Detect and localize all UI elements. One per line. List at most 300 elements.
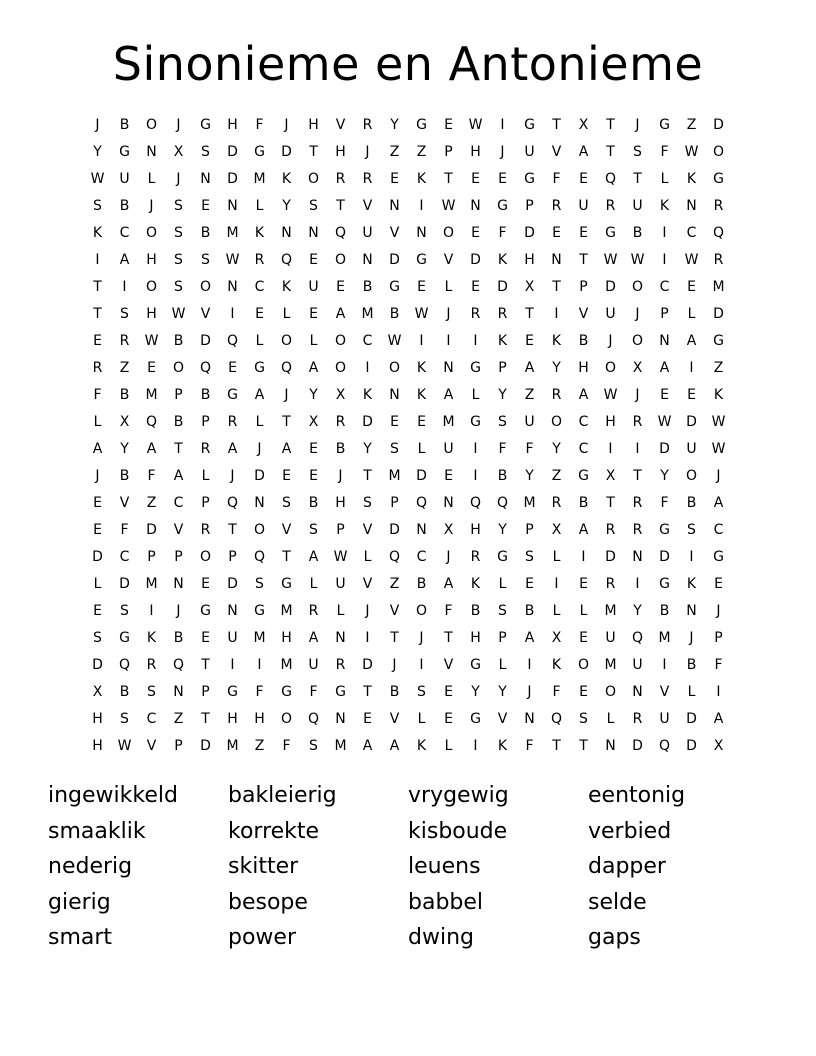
word-list-item: smart <box>48 925 113 950</box>
grid-letter: H <box>578 360 589 376</box>
grid-letter: X <box>173 144 184 160</box>
grid-letter: P <box>390 495 399 511</box>
grid-letter: X <box>551 630 562 646</box>
grid-letter: E <box>579 225 588 241</box>
grid-letter: L <box>417 441 426 457</box>
grid-letter: E <box>201 198 210 214</box>
grid-letter: M <box>226 738 239 754</box>
grid-letter: Q <box>118 657 131 673</box>
grid-letter: Y <box>633 603 642 619</box>
grid-letter: O <box>442 225 455 241</box>
grid-letter: B <box>470 603 481 619</box>
grid-letter: P <box>660 306 669 322</box>
grid-letter: E <box>255 306 264 322</box>
grid-letter: K <box>497 252 508 268</box>
grid-letter: P <box>174 738 183 754</box>
grid-letter: T <box>552 117 561 133</box>
grid-letter: G <box>659 117 670 133</box>
grid-letter: R <box>200 522 211 538</box>
grid-letter: Y <box>498 387 507 403</box>
grid-letter: L <box>444 279 453 295</box>
grid-letter: V <box>497 711 508 727</box>
grid-letter: E <box>444 684 453 700</box>
grid-letter: N <box>416 522 427 538</box>
grid-letter: R <box>308 603 319 619</box>
grid-letter: E <box>498 171 507 187</box>
grid-letter: C <box>659 279 670 295</box>
grid-letter: Y <box>120 441 129 457</box>
grid-letter: L <box>309 333 318 349</box>
grid-letter: A <box>281 441 292 457</box>
grid-letter: G <box>470 657 481 673</box>
grid-letter: H <box>470 630 481 646</box>
grid-letter: F <box>525 738 534 754</box>
grid-row <box>84 517 732 544</box>
grid-letter: O <box>280 333 293 349</box>
grid-letter: I <box>689 360 694 376</box>
grid-letter: X <box>605 468 616 484</box>
grid-letter: E <box>309 441 318 457</box>
grid-letter: K <box>416 171 427 187</box>
grid-letter: F <box>552 171 561 187</box>
grid-letter: W <box>171 306 186 322</box>
grid-letter: G <box>713 333 724 349</box>
grid-letter: Y <box>552 441 561 457</box>
grid-letter: E <box>147 360 156 376</box>
grid-letter: S <box>174 252 183 268</box>
grid-letter: U <box>578 198 589 214</box>
grid-letter: E <box>444 117 453 133</box>
grid-letter: D <box>686 738 697 754</box>
grid-letter: A <box>578 522 589 538</box>
grid-letter: B <box>119 117 130 133</box>
grid-letter: Z <box>119 360 130 376</box>
grid-letter: R <box>605 198 616 214</box>
grid-letter: L <box>282 306 291 322</box>
grid-letter: P <box>201 684 210 700</box>
grid-row <box>84 571 732 598</box>
grid-letter: T <box>93 306 102 322</box>
grid-letter: E <box>525 576 534 592</box>
grid-row <box>84 112 732 139</box>
grid-letter: T <box>201 711 210 727</box>
grid-letter: D <box>362 657 373 673</box>
grid-letter: J <box>419 630 424 646</box>
grid-letter: I <box>149 603 154 619</box>
grid-letter: M <box>442 414 455 430</box>
grid-letter: L <box>471 387 480 403</box>
grid-letter: I <box>365 360 370 376</box>
grid-letter: J <box>716 468 721 484</box>
grid-letter: D <box>119 576 130 592</box>
word-list-item: ingewikkeld <box>48 783 178 808</box>
grid-letter: I <box>230 657 235 673</box>
grid-letter: N <box>173 684 184 700</box>
grid-row <box>84 463 732 490</box>
grid-letter: J <box>95 117 100 133</box>
grid-letter: U <box>605 306 616 322</box>
grid-letter: M <box>523 495 536 511</box>
grid-letter: S <box>498 414 507 430</box>
grid-letter: T <box>525 306 534 322</box>
grid-letter: T <box>552 738 561 754</box>
grid-letter: N <box>686 603 697 619</box>
grid-letter: O <box>631 279 644 295</box>
grid-letter: J <box>446 549 451 565</box>
grid-letter: B <box>308 495 319 511</box>
grid-letter: H <box>146 252 157 268</box>
grid-row <box>84 679 732 706</box>
grid-letter: B <box>686 495 697 511</box>
grid-letter: S <box>201 144 210 160</box>
grid-letter: L <box>363 549 372 565</box>
grid-letter: S <box>525 549 534 565</box>
grid-letter: W <box>657 414 672 430</box>
grid-letter: S <box>147 684 156 700</box>
grid-letter: S <box>93 630 102 646</box>
grid-row <box>84 193 732 220</box>
grid-letter: V <box>443 657 454 673</box>
grid-letter: M <box>145 387 158 403</box>
grid-row <box>84 382 732 409</box>
grid-letter: E <box>282 468 291 484</box>
grid-letter: N <box>281 225 292 241</box>
grid-letter: I <box>419 333 424 349</box>
grid-letter: K <box>659 198 670 214</box>
grid-letter: K <box>686 576 697 592</box>
word-list-item: korrekte <box>228 818 320 844</box>
grid-letter: T <box>93 279 102 295</box>
grid-letter: R <box>713 252 724 268</box>
grid-letter: J <box>365 603 370 619</box>
grid-letter: N <box>632 549 643 565</box>
grid-letter: X <box>578 117 589 133</box>
grid-letter: P <box>579 279 588 295</box>
grid-letter: Y <box>309 387 318 403</box>
grid-letter: N <box>227 198 238 214</box>
grid-letter: S <box>363 495 372 511</box>
grid-letter: J <box>284 117 289 133</box>
grid-letter: J <box>689 630 694 646</box>
word-list-item: besope <box>228 889 308 915</box>
grid-letter: L <box>552 603 561 619</box>
grid-letter: G <box>497 198 508 214</box>
grid-letter: B <box>200 225 211 241</box>
grid-letter: I <box>473 738 478 754</box>
grid-letter: K <box>551 333 562 349</box>
grid-letter: I <box>716 684 721 700</box>
grid-letter: K <box>551 657 562 673</box>
grid-letter: L <box>336 603 345 619</box>
grid-letter: R <box>632 414 643 430</box>
grid-letter: A <box>578 144 589 160</box>
word-list-item: vrygewig <box>408 783 509 808</box>
grid-letter: X <box>632 360 643 376</box>
grid-letter: Y <box>93 144 102 160</box>
grid-letter: A <box>146 441 157 457</box>
grid-letter: K <box>416 387 427 403</box>
grid-letter: R <box>146 657 157 673</box>
grid-letter: V <box>335 117 346 133</box>
grid-letter: W <box>603 252 618 268</box>
grid-letter: M <box>712 279 725 295</box>
grid-letter: G <box>659 576 670 592</box>
grid-letter: W <box>333 549 348 565</box>
grid-letter: F <box>93 387 102 403</box>
grid-letter: R <box>605 576 616 592</box>
grid-letter: R <box>551 387 562 403</box>
grid-letter: F <box>444 603 453 619</box>
grid-letter: J <box>176 171 181 187</box>
grid-letter: G <box>200 117 211 133</box>
grid-letter: O <box>415 603 428 619</box>
grid-row <box>84 220 732 247</box>
grid-letter: M <box>280 657 293 673</box>
grid-letter: D <box>686 711 697 727</box>
grid-letter: T <box>579 738 588 754</box>
word-search-grid <box>84 112 732 760</box>
grid-letter: D <box>470 252 481 268</box>
grid-letter: C <box>713 522 724 538</box>
grid-letter: E <box>417 414 426 430</box>
grid-letter: C <box>173 495 184 511</box>
word-list-item: smaaklik <box>48 818 146 844</box>
grid-letter: I <box>635 576 640 592</box>
grid-letter: H <box>605 414 616 430</box>
grid-letter: P <box>147 549 156 565</box>
grid-letter: U <box>443 441 454 457</box>
grid-letter: Z <box>416 144 427 160</box>
grid-letter: R <box>605 522 616 538</box>
grid-letter: B <box>200 387 211 403</box>
grid-letter: W <box>144 333 159 349</box>
grid-letter: E <box>93 522 102 538</box>
grid-row <box>84 544 732 571</box>
grid-letter: E <box>444 711 453 727</box>
grid-letter: I <box>689 549 694 565</box>
grid-letter: D <box>632 738 643 754</box>
grid-letter: D <box>659 549 670 565</box>
grid-letter: B <box>173 630 184 646</box>
grid-letter: F <box>120 522 129 538</box>
grid-letter: L <box>93 576 102 592</box>
grid-letter: T <box>606 495 615 511</box>
grid-letter: W <box>387 333 402 349</box>
grid-letter: F <box>255 117 264 133</box>
grid-letter: G <box>227 387 238 403</box>
grid-letter: G <box>254 144 265 160</box>
grid-letter: E <box>687 387 696 403</box>
grid-letter: M <box>604 603 617 619</box>
grid-letter: D <box>605 549 616 565</box>
grid-letter: T <box>390 630 399 646</box>
grid-letter: S <box>390 441 399 457</box>
grid-letter: Z <box>389 576 400 592</box>
grid-letter: G <box>119 144 130 160</box>
word-list-item: power <box>228 925 296 950</box>
grid-letter: N <box>389 387 400 403</box>
grid-letter: A <box>308 549 319 565</box>
grid-letter: W <box>90 171 105 187</box>
grid-letter: K <box>416 738 427 754</box>
grid-letter: Y <box>363 441 372 457</box>
grid-letter: A <box>659 360 670 376</box>
grid-letter: A <box>308 360 319 376</box>
grid-letter: J <box>716 603 721 619</box>
grid-letter: J <box>149 198 154 214</box>
grid-row <box>84 328 732 355</box>
grid-letter: H <box>335 495 346 511</box>
grid-letter: F <box>552 684 561 700</box>
grid-letter: J <box>608 333 613 349</box>
grid-letter: R <box>632 711 643 727</box>
grid-letter: C <box>416 549 427 565</box>
grid-row <box>84 598 732 625</box>
word-list-item: selde <box>588 889 647 915</box>
grid-letter: J <box>284 387 289 403</box>
grid-letter: P <box>498 360 507 376</box>
grid-letter: G <box>227 684 238 700</box>
grid-letter: E <box>390 414 399 430</box>
grid-letter: A <box>443 576 454 592</box>
grid-letter: N <box>443 495 454 511</box>
grid-letter: H <box>92 711 103 727</box>
grid-letter: N <box>173 576 184 592</box>
grid-letter: J <box>176 117 181 133</box>
grid-letter: R <box>470 306 481 322</box>
grid-row <box>84 436 732 463</box>
grid-letter: O <box>388 360 401 376</box>
grid-letter: A <box>713 495 724 511</box>
grid-letter: W <box>684 252 699 268</box>
grid-row <box>84 166 732 193</box>
grid-letter: V <box>389 225 400 241</box>
grid-letter: N <box>146 144 157 160</box>
grid-letter: E <box>579 684 588 700</box>
grid-letter: L <box>687 306 696 322</box>
grid-letter: M <box>658 630 671 646</box>
grid-letter: D <box>713 306 724 322</box>
grid-letter: O <box>712 144 725 160</box>
grid-letter: O <box>334 333 347 349</box>
grid-letter: A <box>686 333 697 349</box>
word-list-item: gierig <box>48 889 111 915</box>
grid-letter: O <box>685 468 698 484</box>
grid-letter: O <box>172 360 185 376</box>
grid-letter: O <box>253 522 266 538</box>
grid-letter: G <box>497 549 508 565</box>
grid-letter: Q <box>226 333 239 349</box>
grid-letter: V <box>389 711 400 727</box>
grid-letter: I <box>446 333 451 349</box>
grid-letter: Y <box>660 468 669 484</box>
grid-letter: D <box>146 522 157 538</box>
grid-letter: E <box>471 171 480 187</box>
grid-letter: Q <box>550 711 563 727</box>
grid-letter: I <box>554 576 559 592</box>
grid-letter: I <box>473 468 478 484</box>
grid-letter: U <box>227 630 238 646</box>
word-list-item: verbied <box>588 818 672 844</box>
grid-letter: A <box>92 441 103 457</box>
grid-letter: F <box>660 144 669 160</box>
grid-letter: K <box>497 738 508 754</box>
grid-letter: E <box>309 306 318 322</box>
grid-letter: N <box>335 711 346 727</box>
grid-letter: E <box>444 468 453 484</box>
grid-letter: R <box>632 495 643 511</box>
grid-letter: R <box>335 657 346 673</box>
grid-letter: N <box>362 252 373 268</box>
grid-letter: O <box>334 360 347 376</box>
grid-letter: N <box>227 603 238 619</box>
grid-letter: Q <box>712 225 725 241</box>
grid-letter: W <box>711 414 726 430</box>
grid-letter: Z <box>173 711 184 727</box>
grid-letter: N <box>524 711 535 727</box>
grid-letter: D <box>254 468 265 484</box>
grid-letter: F <box>525 441 534 457</box>
grid-letter: C <box>254 279 265 295</box>
grid-letter: W <box>684 144 699 160</box>
grid-letter: B <box>389 306 400 322</box>
grid-letter: L <box>255 414 264 430</box>
grid-letter: E <box>390 171 399 187</box>
grid-letter: L <box>147 171 156 187</box>
grid-letter: Z <box>254 738 265 754</box>
grid-letter: H <box>227 117 238 133</box>
grid-letter: S <box>120 603 129 619</box>
grid-letter: V <box>362 522 373 538</box>
word-list-item: leuens <box>408 854 481 879</box>
grid-row <box>84 301 732 328</box>
grid-letter: J <box>338 468 343 484</box>
grid-letter: L <box>498 657 507 673</box>
grid-letter: R <box>551 495 562 511</box>
grid-letter: V <box>389 603 400 619</box>
grid-row <box>84 733 732 760</box>
grid-letter: A <box>524 630 535 646</box>
grid-letter: G <box>254 603 265 619</box>
grid-letter: P <box>525 198 534 214</box>
grid-letter: T <box>363 468 372 484</box>
grid-letter: R <box>254 252 265 268</box>
grid-letter: P <box>174 387 183 403</box>
grid-letter: V <box>443 252 454 268</box>
grid-letter: V <box>659 684 670 700</box>
word-list-item: dwing <box>408 925 474 950</box>
grid-letter: R <box>497 306 508 322</box>
grid-letter: Q <box>415 495 428 511</box>
word-list-item: gaps <box>588 925 641 950</box>
grid-letter: C <box>119 225 130 241</box>
grid-letter: S <box>309 738 318 754</box>
grid-letter: T <box>336 198 345 214</box>
grid-letter: S <box>174 279 183 295</box>
grid-letter: V <box>362 576 373 592</box>
grid-letter: N <box>308 225 319 241</box>
grid-letter: M <box>253 630 266 646</box>
grid-letter: X <box>92 684 103 700</box>
grid-letter: B <box>686 657 697 673</box>
grid-letter: I <box>122 279 127 295</box>
grid-letter: L <box>552 549 561 565</box>
grid-letter: T <box>633 468 642 484</box>
grid-letter: B <box>119 468 130 484</box>
grid-letter: M <box>280 603 293 619</box>
grid-letter: P <box>201 414 210 430</box>
grid-letter: L <box>660 171 669 187</box>
